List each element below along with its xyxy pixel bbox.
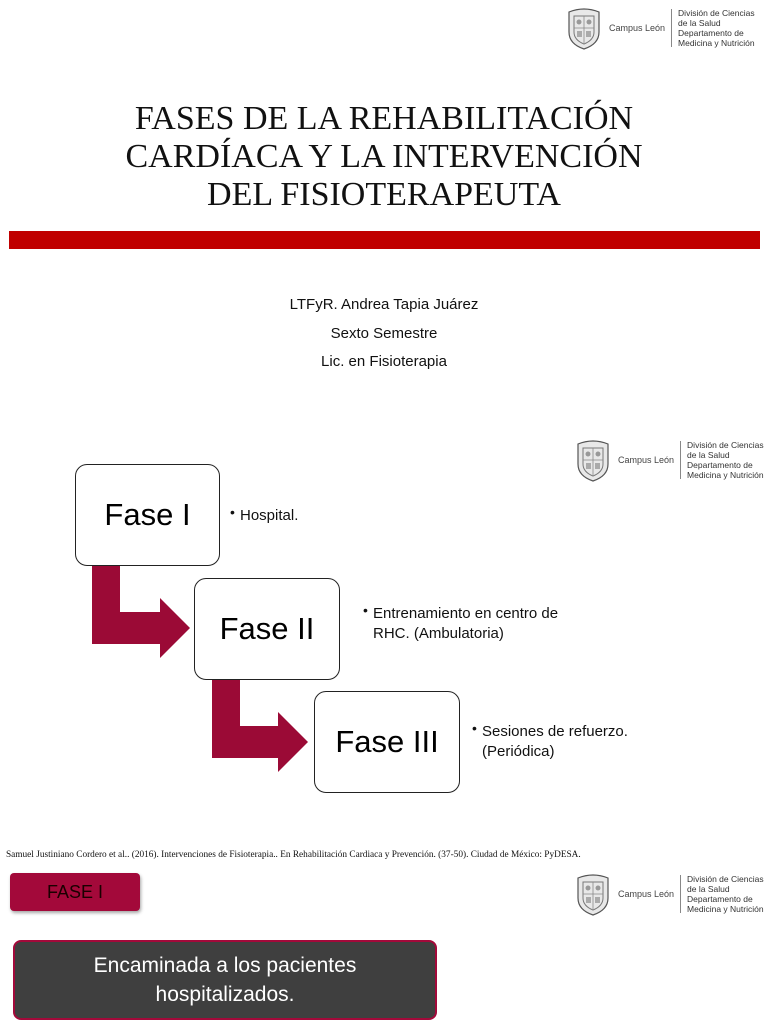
arrow-phase-2-to-3	[212, 679, 308, 772]
arrow-phase-1-to-2	[92, 566, 190, 658]
phase-1-description: • Hospital.	[230, 504, 299, 524]
page-title: FASES DE LA REHABILITACIÓN CARDÍACA Y LA INTERVENCIÓN DEL FISIOTERAPEUTA	[125, 100, 643, 213]
division-text: División de Ciencias de la Salud Departamento de Medicina y Nutrición	[678, 8, 755, 48]
author-name: LTFyR. Andrea Tapia Juárez	[289, 296, 479, 313]
logo-divider	[680, 875, 681, 913]
phase-1-label: Fase I	[104, 497, 191, 532]
phase-2-description: • Entrenamiento en centro de RHC. (Ambulatoria)	[363, 602, 559, 642]
phase-3-description: • Sesiones de refuerzo. (Periódica)	[472, 720, 628, 760]
campus-label: Campus León	[618, 455, 675, 465]
summary-line: Encaminada a los pacientes	[93, 954, 357, 977]
bullet-icon: •	[230, 504, 235, 520]
phase-1-tag: FASE I	[10, 873, 140, 911]
campus-label: Campus León	[618, 889, 675, 899]
phase-2-box	[194, 578, 340, 680]
semester-label: Sexto Semestre	[330, 325, 438, 342]
campus-label: Campus León	[609, 23, 666, 33]
phase-1-box	[75, 464, 220, 566]
university-seal-icon	[574, 872, 612, 916]
phase-3-box	[314, 691, 460, 793]
phase-3-label: Fase III	[335, 724, 439, 759]
phase-1-summary-box	[13, 940, 437, 1020]
division-text: División de Ciencias de la Salud Departamento de Medicina y Nutrición	[687, 440, 764, 480]
bullet-icon: •	[472, 720, 477, 736]
phase-2-label: Fase II	[219, 611, 315, 646]
program-label: Lic. en Fisioterapia	[321, 353, 447, 370]
summary-line: hospitalizados.	[155, 983, 295, 1006]
university-logo	[574, 872, 764, 916]
bullet-icon: •	[363, 602, 368, 618]
citation: Samuel Justiniano Cordero et al.. (2016). Intervenciones de Fisioterapia.. En Rehabilitación Cardiaca y Prevención. (37-50). Ciudad de México: PyDESA.	[6, 850, 581, 860]
division-text: División de Ciencias de la Salud Departamento de Medicina y Nutrición	[687, 874, 764, 914]
